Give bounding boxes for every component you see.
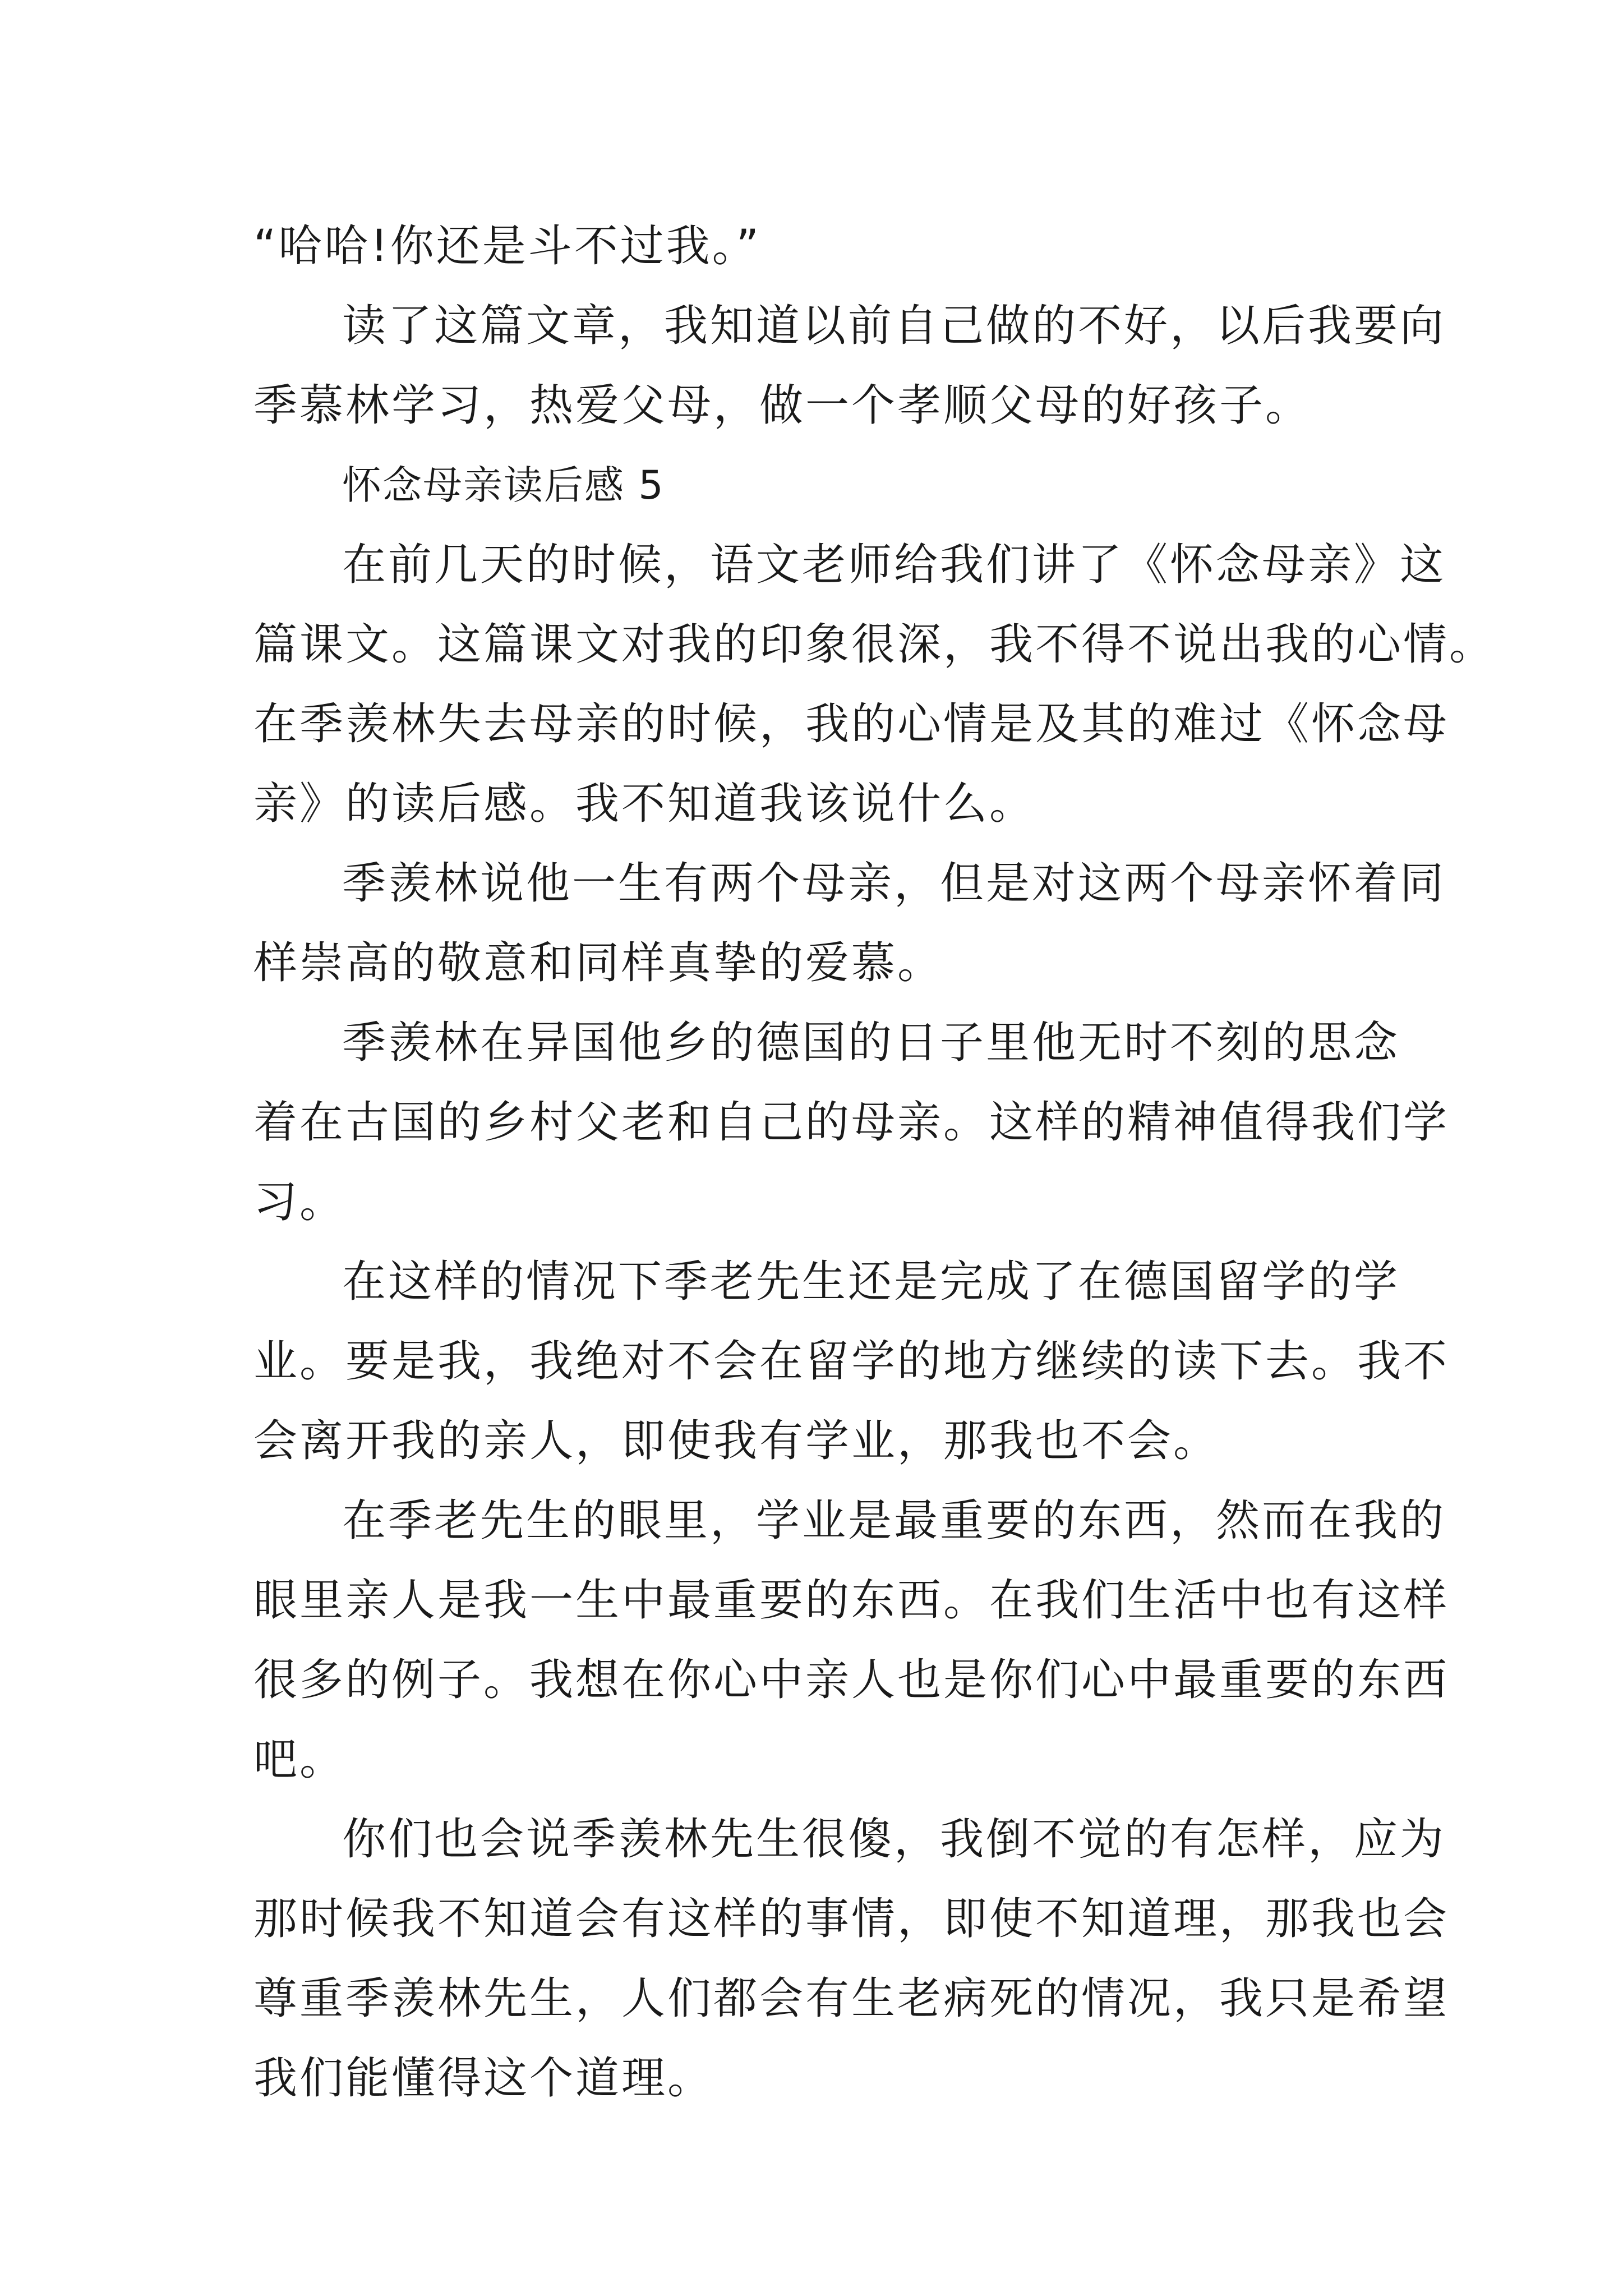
document-page xyxy=(253,206,1496,2118)
text-line: 读了这篇文章，我知道以前自己做的不好，以后我要向 xyxy=(342,301,1446,351)
text-line: 尊重季羡林先生，人们都会有生老病死的情况，我只是希望 xyxy=(253,1973,1450,2024)
text-line: “哈哈!你还是斗不过我。” xyxy=(253,221,762,272)
paragraph-4 xyxy=(253,844,1446,1003)
text-line: 业。要是我，我绝对不会在留学的地方继续的读下去。我不 xyxy=(253,1336,1450,1387)
paragraph-6 xyxy=(253,1242,1450,1481)
text-line: 着在古国的乡村父老和自己的母亲。这样的精神值得我们学 xyxy=(253,1097,1450,1148)
text-line: 在季老先生的眼里，学业是最重要的东西，然而在我的 xyxy=(342,1496,1446,1546)
text-line: 眼里亲人是我一生中最重要的东西。在我们生活中也有这样 xyxy=(253,1575,1450,1626)
text-line: 吧。 xyxy=(253,1734,346,1785)
heading-title: 怀念母亲读后感 5 xyxy=(342,462,665,508)
text-line: 我们能懂得这个道理。 xyxy=(253,2053,714,2104)
paragraph-5 xyxy=(253,1003,1450,1242)
text-line: 很多的例子。我想在你心中亲人也是你们心中最重要的东西 xyxy=(253,1655,1450,1705)
text-line: 在前几天的时候，语文老师给我们讲了《怀念母亲》这 xyxy=(342,540,1446,590)
text-line: 在这样的情况下季老先生还是完成了在德国留学的学 xyxy=(342,1257,1400,1307)
text-line: 亲》的读后感。我不知道我该说什么。 xyxy=(253,779,1036,829)
paragraph-1 xyxy=(253,206,1389,286)
section-heading xyxy=(253,445,1389,525)
paragraph-2 xyxy=(253,286,1446,445)
paragraph-3 xyxy=(253,525,1496,844)
text-line: 在季羡林失去母亲的时候，我的心情是及其的难过《怀念母 xyxy=(253,699,1450,749)
text-line: 季羡林在异国他乡的德国的日子里他无时不刻的思念 xyxy=(342,1018,1400,1068)
paragraph-7 xyxy=(253,1481,1450,1800)
text-line: 季慕林学习，热爱父母，做一个孝顺父母的好孩子。 xyxy=(253,380,1312,431)
text-line: 习。 xyxy=(253,1177,346,1227)
text-line: 样崇高的敬意和同样真挚的爱慕。 xyxy=(253,938,944,988)
text-line: 季羡林说他一生有两个母亲，但是对这两个母亲怀着同 xyxy=(342,858,1446,909)
text-line: 那时候我不知道会有这样的事情，即使不知道理，那我也会 xyxy=(253,1894,1450,1944)
paragraph-8 xyxy=(253,1800,1450,2118)
text-line: 篇课文。这篇课文对我的印象很深，我不得不说出我的心情。 xyxy=(253,619,1496,670)
text-line: 你们也会说季羡林先生很傻，我倒不觉的有怎样，应为 xyxy=(342,1814,1446,1865)
text-line: 会离开我的亲人，即使我有学业，那我也不会。 xyxy=(253,1416,1220,1466)
